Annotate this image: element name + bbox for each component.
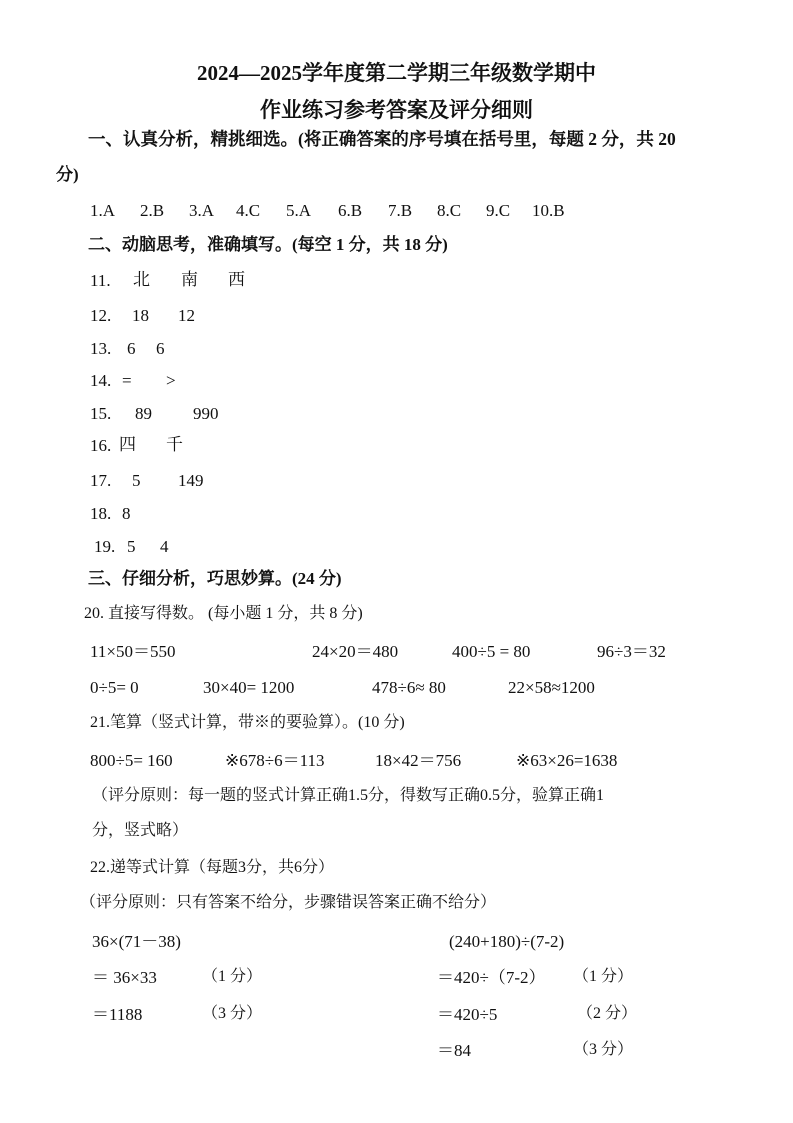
title-line-1: 2024—2025学年度第二学期三年级数学期中 (197, 61, 596, 85)
answer-6: 6.B (338, 201, 363, 220)
calc-item: ※678÷6＝113 (225, 751, 325, 770)
step-score: （3 分） (573, 1041, 634, 1058)
answer-value: 千 (166, 435, 183, 454)
question-number: 17. (90, 471, 112, 490)
calc-item: 24×20＝480 (312, 642, 399, 661)
question-number: 18. (90, 504, 112, 523)
section-1-heading: 一、认真分析，精挑细选。(将正确答案的序号填在括号里，每题 2 分，共 20 (88, 129, 676, 149)
step-score: （3 分） (202, 1005, 263, 1022)
answer-value: > (166, 371, 176, 390)
step-score: （1 分） (573, 968, 634, 985)
answer-value: 6 (156, 339, 165, 358)
calc-item: 400÷5 = 80 (452, 642, 531, 661)
answer-7: 7.B (388, 201, 413, 220)
answer-value: 四 (119, 435, 136, 454)
calc-step: ＝420÷5 (437, 1005, 498, 1024)
calc-step: ＝420÷（7-2） (437, 968, 546, 987)
answer-value: 8 (122, 504, 131, 523)
answer-4: 4.C (236, 201, 261, 220)
answer-5: 5.A (286, 201, 312, 220)
answer-value: 南 (181, 270, 198, 289)
answer-value: = (122, 371, 132, 390)
question-21-scoring-note-cont: 分，竖式略） (92, 822, 189, 839)
answer-1: 1.A (90, 201, 116, 220)
answer-value: 西 (228, 270, 245, 289)
step-score: （2 分） (577, 1005, 638, 1022)
question-number: 19. (94, 537, 116, 556)
question-21-scoring-note: （评分原则：每一题的竖式计算正确1.5分，得数写正确0.5分，验算正确1 (92, 787, 605, 804)
answer-2: 2.B (140, 201, 165, 220)
calc-step: ＝84 (437, 1041, 471, 1060)
step-score: （1 分） (202, 968, 263, 985)
section-3-heading: 三、仔细分析，巧思妙算。(24 分) (88, 569, 342, 588)
answer-value: 149 (178, 471, 204, 490)
answer-value: 5 (127, 537, 136, 556)
calc-step: (240+180)÷(7-2) (449, 932, 565, 951)
answer-8: 8.C (437, 201, 462, 220)
calc-item: 18×42＝756 (375, 751, 462, 770)
question-number: 12. (90, 306, 112, 325)
answer-value: 6 (127, 339, 136, 358)
answer-value: 89 (135, 404, 152, 423)
section-1-heading-cont: 分) (56, 165, 79, 184)
calc-step: ＝ 36×33 (92, 968, 157, 987)
calc-item: 22×58≈1200 (508, 678, 595, 697)
question-number: 13. (90, 339, 112, 358)
calc-item: 30×40= 1200 (203, 678, 295, 697)
answer-value: 18 (132, 306, 149, 325)
answer-10: 10.B (532, 201, 565, 220)
calc-item: 96÷3＝32 (597, 642, 666, 661)
question-22-scoring-note: （评分原则：只有答案不给分，步骤错误答案正确不给分） (80, 894, 497, 911)
answer-value: 北 (133, 270, 150, 289)
question-21-heading: 21.笔算（竖式计算，带※的要验算）。(10 分) (90, 714, 405, 731)
answer-3: 3.A (189, 201, 215, 220)
question-22-heading: 22.递等式计算（每题3分，共6分） (90, 859, 335, 876)
question-number: 11. (90, 271, 111, 290)
title-line-2: 作业练习参考答案及评分细则 (260, 98, 533, 122)
calc-item: ※63×26=1638 (516, 751, 618, 770)
question-number: 14. (90, 371, 112, 390)
answer-value: 990 (193, 404, 219, 423)
calc-step: 36×(71－38) (92, 932, 181, 951)
section-2-heading: 二、动脑思考，准确填写。(每空 1 分，共 18 分) (88, 235, 448, 254)
answer-value: 12 (178, 306, 195, 325)
calc-item: 478÷6≈ 80 (372, 678, 446, 697)
calc-item: 11×50＝550 (90, 642, 176, 661)
question-number: 15. (90, 404, 112, 423)
answer-value: 4 (160, 537, 169, 556)
answer-9: 9.C (486, 201, 511, 220)
calc-step: ＝1188 (92, 1005, 143, 1024)
calc-item: 800÷5= 160 (90, 751, 173, 770)
answer-value: 5 (132, 471, 141, 490)
question-20-heading: 20. 直接写得数。 (每小题 1 分，共 8 分) (84, 605, 363, 622)
question-number: 16. (90, 436, 112, 455)
calc-item: 0÷5= 0 (90, 678, 139, 697)
